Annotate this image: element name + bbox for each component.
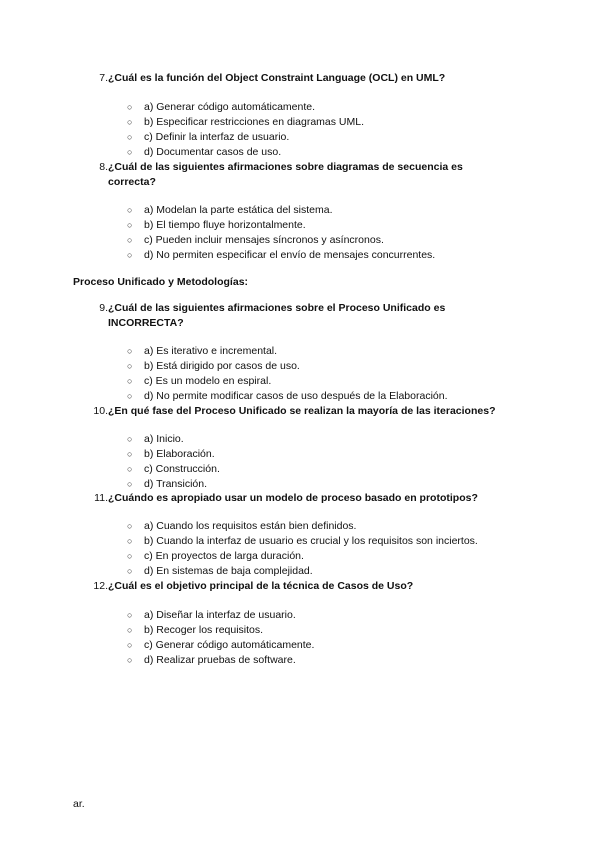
question-text: ¿Cuál es el objetivo principal de la técnica de Casos de Uso? bbox=[108, 580, 414, 592]
option-text: d) Transición. bbox=[144, 478, 208, 490]
circle-bullet-icon: ○ bbox=[127, 479, 133, 489]
list-item bbox=[0, 462, 600, 477]
circle-bullet-icon: ○ bbox=[127, 449, 133, 459]
question-text: ¿Cuál es la función del Object Constraint Language (OCL) en UML? bbox=[108, 72, 446, 84]
list-item bbox=[0, 115, 600, 130]
list-item bbox=[0, 623, 600, 638]
circle-bullet-icon: ○ bbox=[127, 566, 133, 576]
question-number: 11. bbox=[94, 492, 108, 504]
list-item bbox=[0, 608, 600, 623]
circle-bullet-icon: ○ bbox=[127, 434, 133, 444]
circle-bullet-icon: ○ bbox=[127, 625, 133, 635]
list-item bbox=[0, 344, 600, 359]
list-item bbox=[0, 145, 600, 160]
option-text: b) El tiempo fluye horizontalmente. bbox=[144, 219, 306, 231]
list-item bbox=[0, 389, 600, 404]
option-text: d) Realizar pruebas de software. bbox=[144, 654, 296, 666]
circle-bullet-icon: ○ bbox=[127, 361, 133, 371]
option-text: b) Recoger los requisitos. bbox=[144, 624, 264, 636]
list-item bbox=[0, 359, 600, 374]
circle-bullet-icon: ○ bbox=[127, 536, 133, 546]
list-item bbox=[0, 233, 600, 248]
question-text: ¿En qué fase del Proceso Unificado se realizan la mayoría de las iteraciones? bbox=[108, 405, 496, 417]
option-text: b) Cuando la interfaz de usuario es crucial y los requisitos son inciertos. bbox=[144, 535, 478, 547]
circle-bullet-icon: ○ bbox=[127, 102, 133, 112]
list-item bbox=[0, 218, 600, 233]
list-item bbox=[0, 447, 600, 462]
option-text: b) Especificar restricciones en diagramas UML. bbox=[144, 116, 364, 128]
circle-bullet-icon: ○ bbox=[127, 250, 133, 260]
option-text: d) No permite modificar casos de uso después de la Elaboración. bbox=[144, 390, 448, 402]
circle-bullet-icon: ○ bbox=[127, 640, 133, 650]
question-number: 12. bbox=[93, 580, 108, 592]
option-text: a) Cuando los requisitos están bien definidos. bbox=[144, 520, 357, 532]
option-text: a) Modelan la parte estática del sistema. bbox=[144, 204, 333, 216]
option-text: a) Inicio. bbox=[144, 433, 184, 445]
circle-bullet-icon: ○ bbox=[127, 464, 133, 474]
circle-bullet-icon: ○ bbox=[127, 117, 133, 127]
option-text: c) Generar código automáticamente. bbox=[144, 639, 315, 651]
list-item bbox=[0, 564, 600, 579]
circle-bullet-icon: ○ bbox=[127, 376, 133, 386]
question-number: 7. bbox=[99, 72, 108, 84]
circle-bullet-icon: ○ bbox=[127, 610, 133, 620]
circle-bullet-icon: ○ bbox=[127, 521, 133, 531]
option-text: a) Es iterativo e incremental. bbox=[144, 345, 278, 357]
option-text: a) Diseñar la interfaz de usuario. bbox=[144, 609, 296, 621]
circle-bullet-icon: ○ bbox=[127, 655, 133, 665]
list-item bbox=[0, 477, 600, 492]
option-text: c) Definir la interfaz de usuario. bbox=[144, 131, 290, 143]
question-text: ¿Cuál de las siguientes afirmaciones sobre el Proceso Unificado es INCORRECTA? bbox=[108, 302, 446, 329]
option-text: d) En sistemas de baja complejidad. bbox=[144, 565, 313, 577]
option-text: b) Está dirigido por casos de uso. bbox=[144, 360, 300, 372]
list-item bbox=[0, 519, 600, 534]
list-item bbox=[0, 549, 600, 564]
list-item bbox=[0, 653, 600, 668]
section-heading: Proceso Unificado y Metodologías: bbox=[73, 276, 249, 288]
option-text: c) Es un modelo en espiral. bbox=[144, 375, 272, 387]
circle-bullet-icon: ○ bbox=[127, 235, 133, 245]
circle-bullet-icon: ○ bbox=[127, 551, 133, 561]
option-text: b) Elaboración. bbox=[144, 448, 215, 460]
footer-text: ar. bbox=[73, 798, 85, 810]
list-item bbox=[0, 638, 600, 653]
circle-bullet-icon: ○ bbox=[127, 220, 133, 230]
list-item bbox=[0, 374, 600, 389]
list-item bbox=[0, 534, 600, 549]
question-text: ¿Cuál de las siguientes afirmaciones sobre diagramas de secuencia es correcta? bbox=[108, 161, 463, 188]
list-item bbox=[0, 100, 600, 115]
question-number: 9. bbox=[99, 302, 108, 314]
list-item bbox=[0, 248, 600, 263]
option-text: c) En proyectos de larga duración. bbox=[144, 550, 304, 562]
circle-bullet-icon: ○ bbox=[127, 147, 133, 157]
circle-bullet-icon: ○ bbox=[127, 346, 133, 356]
list-item bbox=[0, 130, 600, 145]
option-text: c) Pueden incluir mensajes síncronos y asíncronos. bbox=[144, 234, 384, 246]
option-text: d) Documentar casos de uso. bbox=[144, 146, 282, 158]
circle-bullet-icon: ○ bbox=[127, 132, 133, 142]
list-item bbox=[0, 203, 600, 218]
option-text: c) Construcción. bbox=[144, 463, 220, 475]
question-number: 8. bbox=[99, 161, 108, 173]
question-text: ¿Cuándo es apropiado usar un modelo de proceso basado en prototipos? bbox=[108, 492, 478, 504]
circle-bullet-icon: ○ bbox=[127, 391, 133, 401]
list-item bbox=[0, 432, 600, 447]
circle-bullet-icon: ○ bbox=[127, 205, 133, 215]
option-text: a) Generar código automáticamente. bbox=[144, 101, 316, 113]
question-number: 10. bbox=[93, 405, 108, 417]
option-text: d) No permiten especificar el envío de mensajes concurrentes. bbox=[144, 249, 436, 261]
